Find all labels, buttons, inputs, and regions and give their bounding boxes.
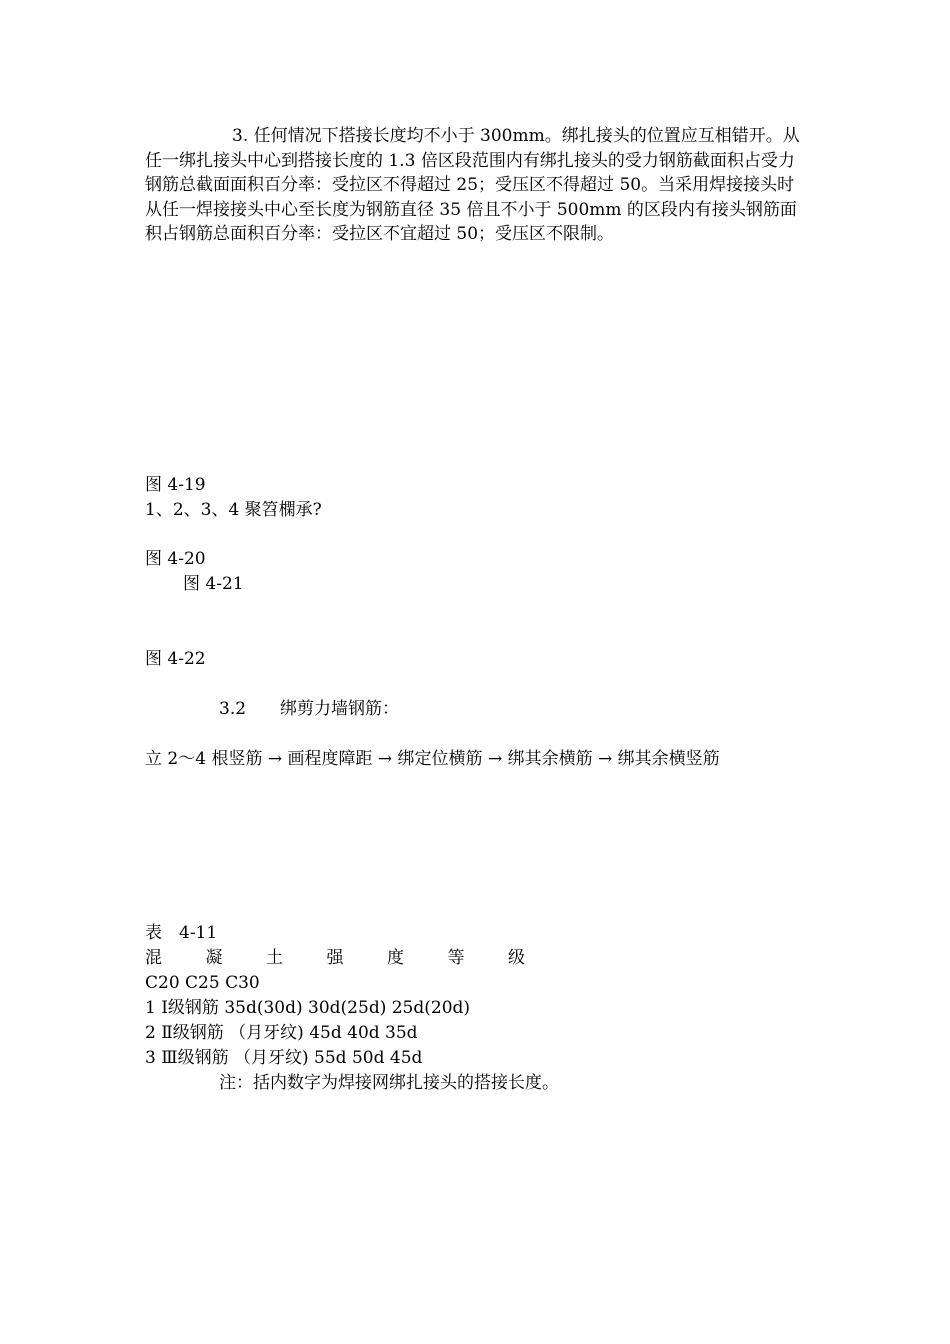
figure-label-4-20: 图 4-20: [145, 549, 206, 569]
header-char: 级: [508, 948, 525, 968]
header-char: 等: [447, 948, 465, 968]
header-char: 强: [326, 948, 344, 968]
table-row: 2 Ⅱ级钢筋 （月牙纹) 45d 40d 35d: [145, 1023, 418, 1043]
header-char: 凝: [205, 948, 223, 968]
figure-label-4-21: 图 4-21: [183, 574, 244, 594]
header-char: 土: [266, 948, 283, 968]
garbled-question-line: 1、2、3、4 聚笤㯗承?: [145, 500, 322, 520]
paragraph-lap-length: 3. 任何情况下搭接长度均不小于 300mm。绑扎接头的位置应互相错开。从任一绑扎接头中心到搭接长度的 1.3 倍区段范围内有绑扎接头的受力钢筋截面积占受力钢筋总截面面积百分率：受拉区不得超过 25；受压区不得超过 50。当采用焊接接头时从任一焊接接头中心至长度为钢筋直径 35 倍且不小于 500mm 的区段内有接头钢筋面积占钢筋总面积百分率：受拉区不宜超过 50；受压区不限制。: [145, 126, 800, 245]
figure-label-4-22: 图 4-22: [145, 649, 206, 669]
table-row: 1 Ⅰ级钢筋 35d(30d) 30d(25d) 25d(20d): [145, 998, 471, 1018]
table-header-concrete-grade: [145, 946, 525, 971]
header-char: 混: [145, 948, 162, 968]
header-char: 度: [387, 948, 404, 968]
table-row: 3 Ⅲ级钢筋 （月牙纹) 55d 50d 45d: [145, 1048, 423, 1068]
table-grades-row: C20 C25 C30: [145, 973, 260, 993]
table-note: 注：括内数字为焊接网绑扎接头的搭接长度。: [219, 1073, 559, 1093]
section-heading-3-2: 3.2 绑剪力墙钢筋：: [219, 699, 400, 719]
table-caption: 表 4-11: [145, 923, 218, 943]
figure-label-4-19: 图 4-19: [145, 475, 206, 495]
procedure-steps: 立 2～4 根竖筋 → 画程度障距 → 绑定位横筋 → 绑其余横筋 → 绑其余横竖筋: [145, 749, 720, 769]
